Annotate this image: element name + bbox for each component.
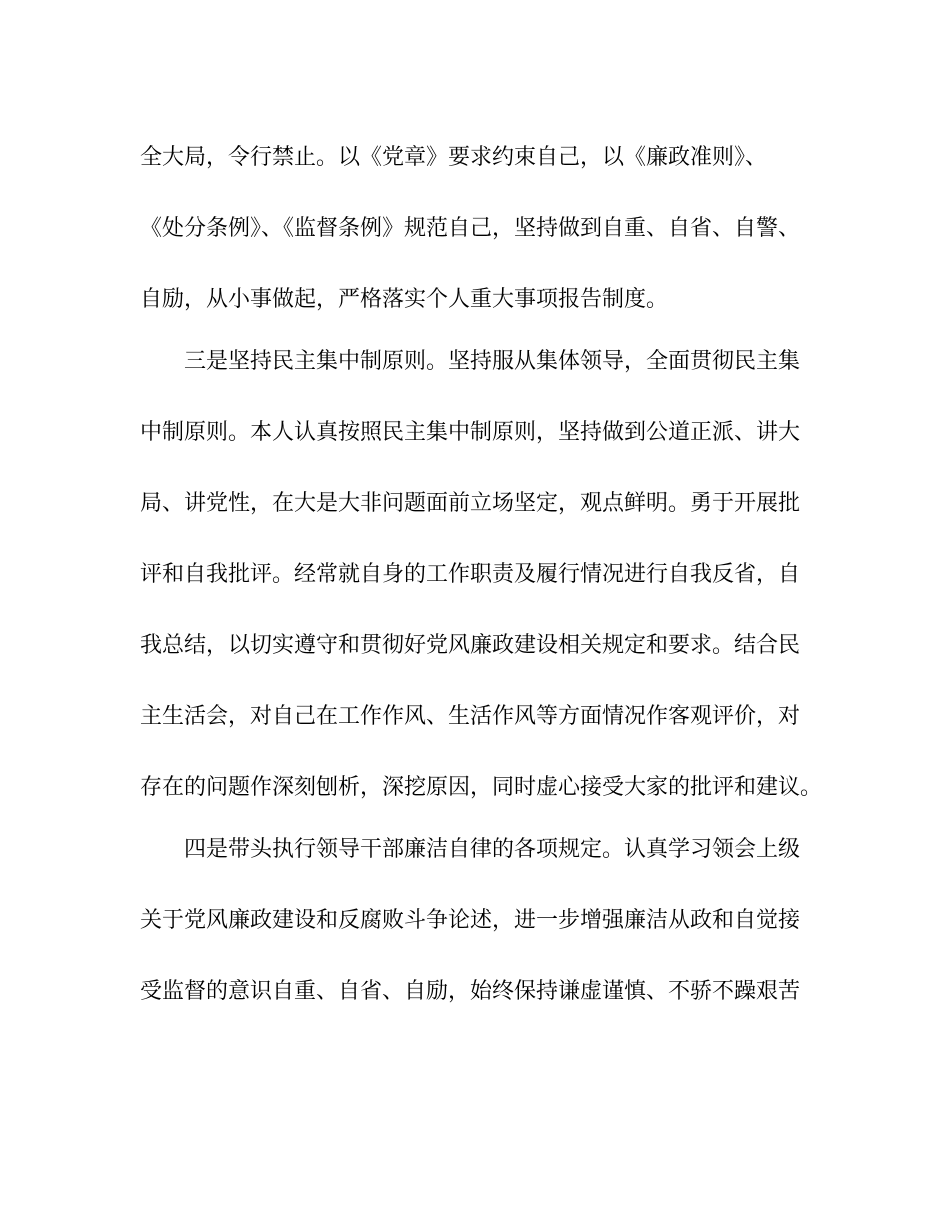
text-line: 主生活会，对自己在工作作风、生活作风等方面情况作客观评价，对 <box>140 704 801 729</box>
text-line: 评和自我批评。经常就自身的工作职责及履行情况进行自我反省，自 <box>140 562 801 587</box>
text-line: 中制原则。本人认真按照民主集中制原则，坚持做到公道正派、讲大 <box>140 420 801 445</box>
paragraph-first-line: 三是坚持民主集中制原则。坚持服从集体领导，全面贯彻民主集 <box>184 349 801 374</box>
text-line: 局、讲党性，在大是大非问题面前立场坚定，观点鲜明。勇于开展批 <box>140 491 801 516</box>
text-line: 关于党风廉政建设和反腐败斗争论述，进一步增强廉洁从政和自觉接 <box>140 908 801 933</box>
paragraph-first-line: 四是带头执行领导干部廉洁自律的各项规定。认真学习领会上级 <box>184 837 801 862</box>
text-line: 受监督的意识自重、自省、自励，始终保持谦虚谨慎、不骄不躁艰苦 <box>140 979 801 1004</box>
text-line: 自励，从小事做起，严格落实个人重大事项报告制度。 <box>140 287 669 312</box>
text-line: 全大局，令行禁止。以《党章》要求约束自己，以《廉政准则》、 <box>140 145 768 170</box>
text-line: 我总结，以切实遵守和贯彻好党风廉政建设相关规定和要求。结合民 <box>140 633 801 658</box>
text-line: 存在的问题作深刻刨析，深挖原因，同时虚心接受大家的批评和建议。 <box>140 775 823 800</box>
text-line: 《处分条例》、《监督条例》规范自己，坚持做到自重、自省、自警、 <box>140 216 801 241</box>
